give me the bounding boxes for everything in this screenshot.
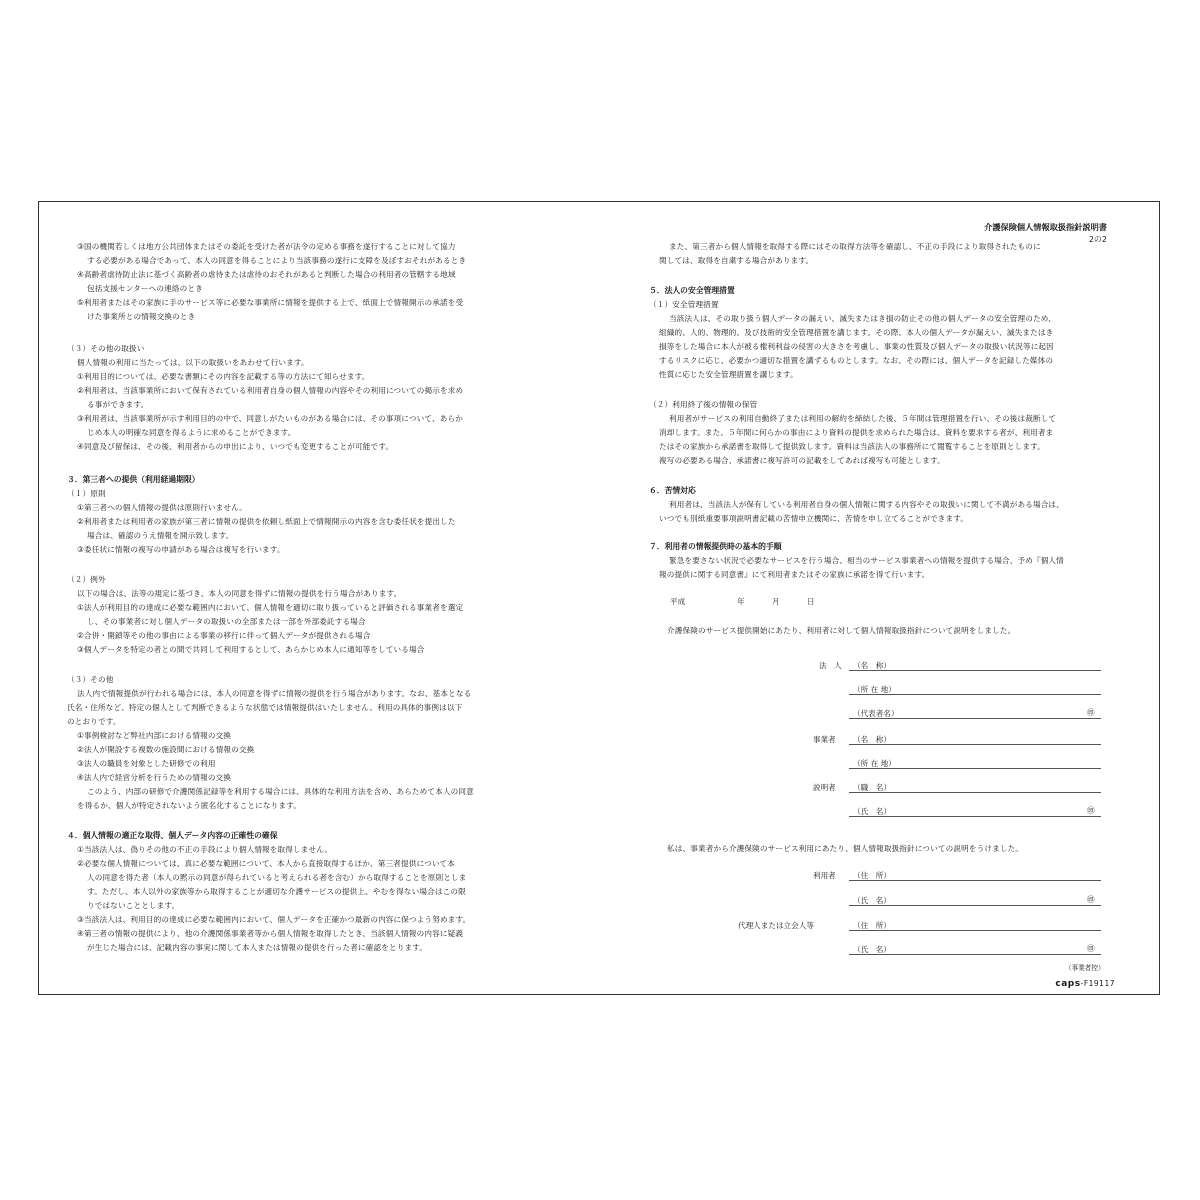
body-text-line: ③個人データを特定の者との間で共同して利用するとして、あらかじめ本人に通知等をしている場合 [77,645,425,654]
section-heading: ３．第三者への提供（利用経過期限） [67,475,200,484]
brand-logo: caps [1055,979,1081,989]
corp-address-label: （所 在 地） [853,685,896,694]
office-name-line[interactable] [849,744,1101,745]
page-number: 2の2 [1088,235,1107,244]
body-text-line: ②合併・開鎖等その他の事由による事業の移行に伴って個人データが提供される場合 [77,631,371,640]
body-text-line: る事ができます。 [87,400,149,409]
body-text-line: し、その事業者に対し個人データの取扱いの全部または一部を外部委託する場合 [87,617,366,626]
body-text-line: ④同意及び留保は、その後、利用者からの申出により、いつでも変更することが可能です。 [77,442,394,451]
corp-label: 法 人 [819,661,842,670]
explainer-label: 説明者 [813,783,836,792]
body-text-line: たはその家族から承諾書を取得して提供致します。資料は当該法人の事務所にて閲覧することを原則とします。 [659,442,1045,451]
section-heading: ７．利用者の情報提供時の基本的手順 [649,542,782,551]
user-seal-mark: ㊞ [1087,895,1095,904]
date-day: 日 [807,597,815,606]
body-text-line: 報の提供に関する同意書』にて利用者またはその家族に承諾を得て行います。 [659,570,930,579]
body-text-line: ①利用目的については、必要な書類にその内容を記載する等の方法にて知らせます。 [77,372,370,381]
corp-name-line[interactable] [849,670,1101,671]
office-label: 事業者 [813,735,836,744]
consent-statement: 私は、事業者から介護保険のサービス利用にあたり、個人情報取扱指針についての説明をうけました。 [667,844,1024,853]
explainer-title-label: （職 名） [853,783,891,792]
agent-seal-mark: ㊞ [1087,944,1095,953]
body-text-line: 関しては、取得を自粛する場合があります。 [659,256,814,265]
form-code [1055,979,1115,989]
body-text-line: ③利用者は、当該事業所が示す利用目的の中で、同意しがたいものがある場合には、その事項について、あらか [77,414,463,423]
body-text-line: のとおりです。 [67,717,121,726]
body-text-line: 消却します。また、５年間に何らかの事由により資料の提供を求められた場合は、資料を要求する者が、利用者ま [659,428,1054,437]
body-text-line: する必要がある場合であって、本人の同意を得ることにより当該事務の遂行に支障を及ぼすおそれがあるとき [87,256,467,265]
body-text-line: ②法人が開設する複数の施設間における情報の交換 [77,745,255,754]
body-text-line: ②必要な個人情報については、真に必要な範囲について、本人から直接取得するほか、第三者提供について本 [77,859,456,868]
corp-name-label: （名 称） [853,661,891,670]
body-text-line: 複写の必要ある場合、承諾書に複写許可の記載をしてあれば複写も可能とします。 [659,456,945,465]
body-text-line: 緊急を要さない状況で必要なサービスを行う場合、相当のサービス事業者への情報を提供する場合、予め『個人情 [669,556,1064,565]
body-text-line: ①当該法人は、偽りその他の不正の手段により個人情報を取得しません。 [77,845,333,854]
body-text-line: また、第三者から個人情報を取得する際にはその取得方法等を確認し、不正の手段により取得されたものに [669,242,1041,251]
office-address-line[interactable] [849,768,1101,769]
section-heading: ６．苦情対応 [649,486,696,495]
body-text-line: が生じた場合には、記載内容の事実に関して本人または情報の提供を行った者に確認をとります。 [87,943,428,952]
body-text-line: するリスクに応じ、必要かつ適切な措置を講ずるものとします。なお、その際には、個人データを記録した媒体の [659,356,1054,365]
corp-address-line[interactable] [849,694,1101,695]
body-text-line: 包括支援センターへの連絡のとき [87,284,203,293]
explain-statement: 介護保険のサービス提供開始にあたり、利用者に対して個人情報取扱指針について説明をしました。 [667,626,1016,635]
body-text-line: けた事業所との情報交換のとき [87,312,196,321]
copy-note: （事業者控） [1065,964,1105,972]
date-era: 平成 [670,597,686,606]
body-text-line: 組織的、人的、物理的、及び技術的安全管理措置を講じます。その際、本人の個人データが漏えい、滅失またはき [659,328,1054,337]
body-text-line: 法人内で情報提供が行われる場合には、本人の同意を得ずに情報の提供を行う場合があります。なお、基本となる [77,689,472,698]
agent-label: 代理人または立会人等 [738,921,814,930]
body-text-line: 場合は、確認のうえ情報を開示致します。 [87,531,234,540]
user-name-label: （氏 名） [853,896,891,905]
section-heading: ５．法人の安全管理措置 [649,286,735,295]
body-text-line: いつでも別紙重要事項説明書記載の苦情申立機関に、苦情を申し立てることができます。 [659,514,969,523]
body-text-line: （２）利用終了後の情報の保管 [649,400,758,409]
document-title: 介護保険個人情報取扱指針説明書 [984,222,1107,232]
section-heading: ４．個人情報の適正な取得、個人データ内容の正確性の確保 [67,831,278,840]
body-text-line: す。ただし、本人以外の家族等から取得することが適切な介護サービスの提供上、やむを得ない場合はこの限 [87,887,466,896]
date-year: 年 [737,597,745,606]
body-text-line: 人の同意を得た者（本人の黙示の同意が得られていると考えられる者を含む）から取得することを原則としま [87,873,467,882]
agent-name-label: （氏 名） [853,945,891,954]
body-text-line: （３）その他の取扱い [67,344,145,353]
form-number: -F19117 [1080,979,1115,988]
explainer-seal-mark: ㊞ [1087,806,1095,815]
body-text-line: ②利用者は、当該事業所において保有されている利用者自身の個人情報の内容やその利用についての掲示を求め [77,386,464,395]
body-text-line: ③委任状に情報の複写の申請がある場合は複写を行います。 [77,545,285,554]
body-text-line: （１）安全管理措置 [649,300,719,309]
user-address-label: （住 所） [853,871,891,880]
body-text-line: 利用者は、当該法人が保有している利用者自身の個人情報に関する内容やその取扱いに関して不満がある場合は、 [669,500,1064,509]
user-name-line[interactable] [849,905,1101,906]
body-text-line: このよう、内部の研修で介護関係記録等を利用する場合には、具体的な利用方法を含め、あらためて本人の同意 [87,787,474,796]
body-text-line: （２）例外 [67,575,106,584]
agent-address-label: （住 所） [853,921,891,930]
body-text-line: ①第三者への個人情報の提供は原則行いません。 [77,503,248,512]
body-text-line: （３）その他 [67,675,114,684]
corp-rep-line[interactable] [849,718,1101,719]
body-text-line: じめ本人の明確な同意を得るように求めることができます。 [87,428,296,437]
user-address-line[interactable] [849,880,1101,881]
user-label: 利用者 [813,871,836,880]
agent-address-line[interactable] [849,930,1101,931]
body-text-line: 利用者がサービスの利用自動終了または利用の解約を締結した後、５年間は管理措置を行い、その後は裁断して [669,414,1057,423]
body-text-line: 損等をした場合に本人が被る権利利益の侵害の大きさを考慮し、事業の性質及び個人データの取扱い状況等に起因 [659,342,1054,351]
body-text-line: を得るか、個人が特定されないよう匿名化することになります。 [77,801,301,810]
explainer-name-line[interactable] [849,816,1101,817]
body-text-line: ①事例検討など弊社内部における情報の交換 [77,731,232,740]
body-text-line: 以下の場合は、法等の規定に基づき、本人の同意を得ずに情報の提供を行う場合があります。 [77,589,402,598]
document-sheet [38,201,1160,995]
body-text-line: 氏名・住所など、特定の個人として判断できるような状態では情報提供はいたしません。利用の具体的事例は以下 [67,703,463,712]
body-text-line: ④第三者の情報の提供により、他の介護関係事業者等から個人情報を取得したとき、当該個人情報の内容に疑義 [77,929,464,938]
office-name-label: （名 称） [853,735,891,744]
agent-name-line[interactable] [849,954,1101,955]
body-text-line: ③当該法人は、利用目的の達成に必要な範囲内において、個人データを正確かつ最新の内容に保つよう努めます。 [77,915,471,924]
corp-rep-label: （代表者名） [853,709,899,718]
office-address-label: （所 在 地） [853,759,896,768]
explainer-name-label: （氏 名） [853,807,891,816]
body-text-line: ①法人が利用目的の達成に必要な範囲内において、個人情報を適切に取り扱っていると評価される事業者を選定 [77,603,464,612]
body-text-line: ②利用者または利用者の家族が第三者に情報の提供を依頼し紙面上で情報開示の内容を含む委任状を提出した [77,517,456,526]
corp-seal-mark: ㊞ [1087,708,1095,717]
body-text-line: 個人情報の利用に当たっては、以下の取扱いをあわせて行います。 [77,358,309,367]
body-text-line: ④高齢者虐待防止法に基づく高齢者の虐待または虐待のおそれがあると判断した場合の利用者の管轄する地域 [77,270,456,279]
body-text-line: りではないこととします。 [87,901,180,910]
body-text-line: ④法人内で経営分析を行うための情報の交換 [77,773,232,782]
body-text-line: ⑤利用者またはその家族に手のサービス等に必要な事業所に情報を提供する上で、紙面上で情報開示の承諾を受 [77,298,464,307]
explainer-title-line[interactable] [849,792,1101,793]
body-text-line: ③法人の職員を対象とした研修での利用 [77,759,216,768]
body-text-line: 性質に応じた安全管理措置を講じます。 [659,370,798,379]
body-text-line: 当該法人は、その取り扱う個人データの漏えい、滅失またはき損の防止その他の個人データの安全管理のため、 [669,314,1056,323]
date-month: 月 [772,597,780,606]
body-text-line: （１）原則 [67,489,106,498]
body-text-line: ③国の機関若しくは地方公共団体またはその委託を受けた者が法令の定める事務を遂行することに対して協力 [77,242,456,251]
